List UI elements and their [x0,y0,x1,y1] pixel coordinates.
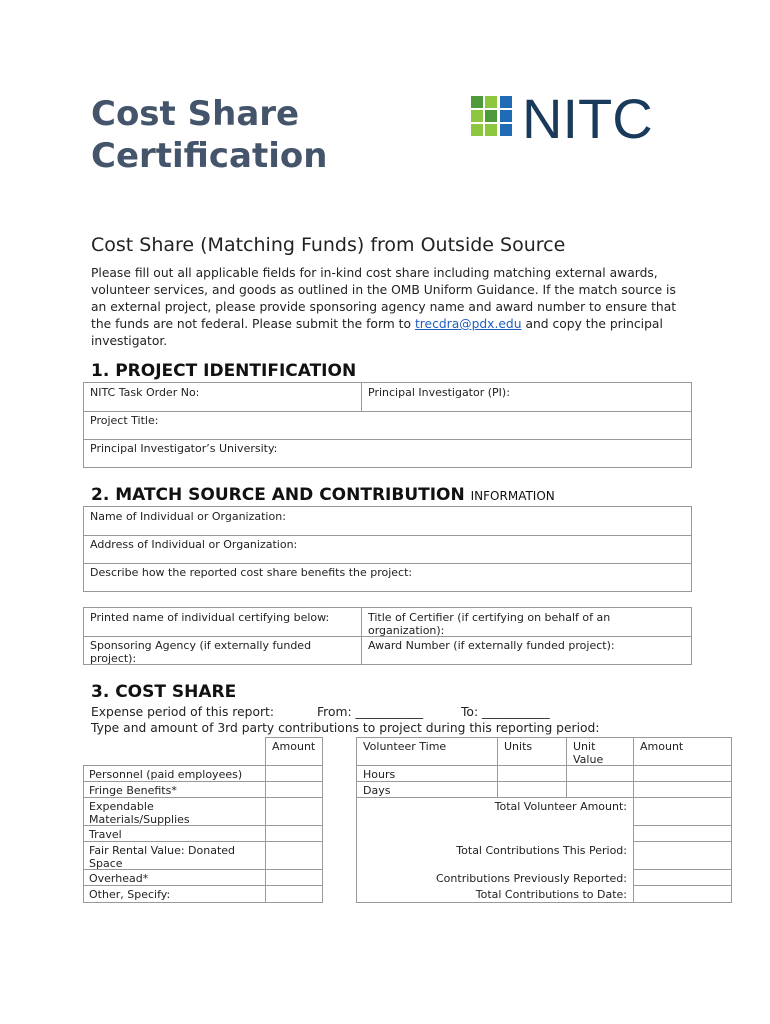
award-number-field[interactable]: Award Number (if externally funded project): [368,639,615,652]
form-subtitle: Cost Share (Matching Funds) from Outside Source [91,234,566,256]
overhead-row-label: Overhead* [89,872,149,885]
organization-address-field[interactable]: Address of Individual or Organization: [90,538,298,551]
unit-value-header: Unit Value [573,740,604,766]
fringe-benefits-row-label: Fringe Benefits* [89,784,177,797]
logo-text: NITC [522,94,653,144]
total-contributions-period-label: Total Contributions This Period: [456,844,627,857]
section-3-heading: 3. COST SHARE [91,682,237,702]
cost-share-benefit-field[interactable]: Describe how the reported cost share benefits the project: [90,566,413,579]
total-contributions-to-date-label: Total Contributions to Date: [475,888,627,901]
section-2-heading-small: INFORMATION [470,489,555,503]
instructions-paragraph [91,265,691,350]
expense-amount-header: Amount [272,740,316,753]
title-line-1: Cost Share [91,94,300,134]
rental-value-row-label: Fair Rental Value: Donated Space [89,844,236,870]
expendable-supplies-row-label: Expendable Materials/Supplies [89,800,190,826]
personnel-row-label: Personnel (paid employees) [89,768,243,781]
total-volunteer-amount-label: Total Volunteer Amount: [494,800,627,813]
contributions-previously-reported-label: Contributions Previously Reported: [436,872,627,885]
from-date-field[interactable]: From: ___________ [317,705,424,719]
match-source-table [83,506,692,592]
section-2-heading-main: 2. MATCH SOURCE AND CONTRIBUTION [91,485,465,505]
volunteer-amount-header: Amount [640,740,684,753]
page-title [91,93,327,177]
instructions-text-end: and copy the principal investigator. [91,317,663,348]
contributions-type-label: Type and amount of 3rd party contributions to project during this reporting period: [91,721,600,735]
volunteer-time-header: Volunteer Time [363,740,447,753]
section-2-heading [91,485,555,505]
expense-period-label: Expense period of this report: [91,705,274,719]
organization-name-field[interactable]: Name of Individual or Organization: [90,510,286,523]
volunteer-time-table [356,737,732,903]
certifier-table [83,607,692,665]
nitc-logo [470,94,682,148]
pi-university-field[interactable]: Principal Investigator’s University: [90,442,278,455]
days-row-label: Days [363,784,391,797]
hours-row-label: Hours [363,768,396,781]
expense-category-table [83,737,323,903]
email-link[interactable]: trecdra@pdx.edu [414,317,522,331]
principal-investigator-field[interactable]: Principal Investigator (PI): [368,386,510,399]
certifier-title-field[interactable]: Title of Certifier (if certifying on behalf of an organization): [368,611,611,637]
to-date-field[interactable]: To: ___________ [461,705,550,719]
other-specify-row-label: Other, Specify: [89,888,171,901]
instructions-text: Please fill out all applicable fields for in-kind cost share including matching external awards, volunteer services, and goods as outlined in the OMB Uniform Guidance. If the match source is an external project, please provide sponsoring agency name and award number to ensure that the funds are not federal. Please submit the form to [91,266,677,331]
travel-row-label: Travel [89,828,122,841]
units-header: Units [504,740,533,753]
sponsoring-agency-field[interactable]: Sponsoring Agency (if externally funded project): [90,639,312,665]
project-identification-table [83,382,692,468]
title-line-2: Certification [91,136,328,176]
task-order-field[interactable]: NITC Task Order No: [90,386,200,399]
volunteer-amount-inputs[interactable] [634,766,731,902]
expense-amount-inputs[interactable] [266,766,322,902]
project-title-field[interactable]: Project Title: [90,414,159,427]
printed-name-field[interactable]: Printed name of individual certifying below: [90,611,330,624]
section-1-heading: 1. PROJECT IDENTIFICATION [91,361,357,381]
